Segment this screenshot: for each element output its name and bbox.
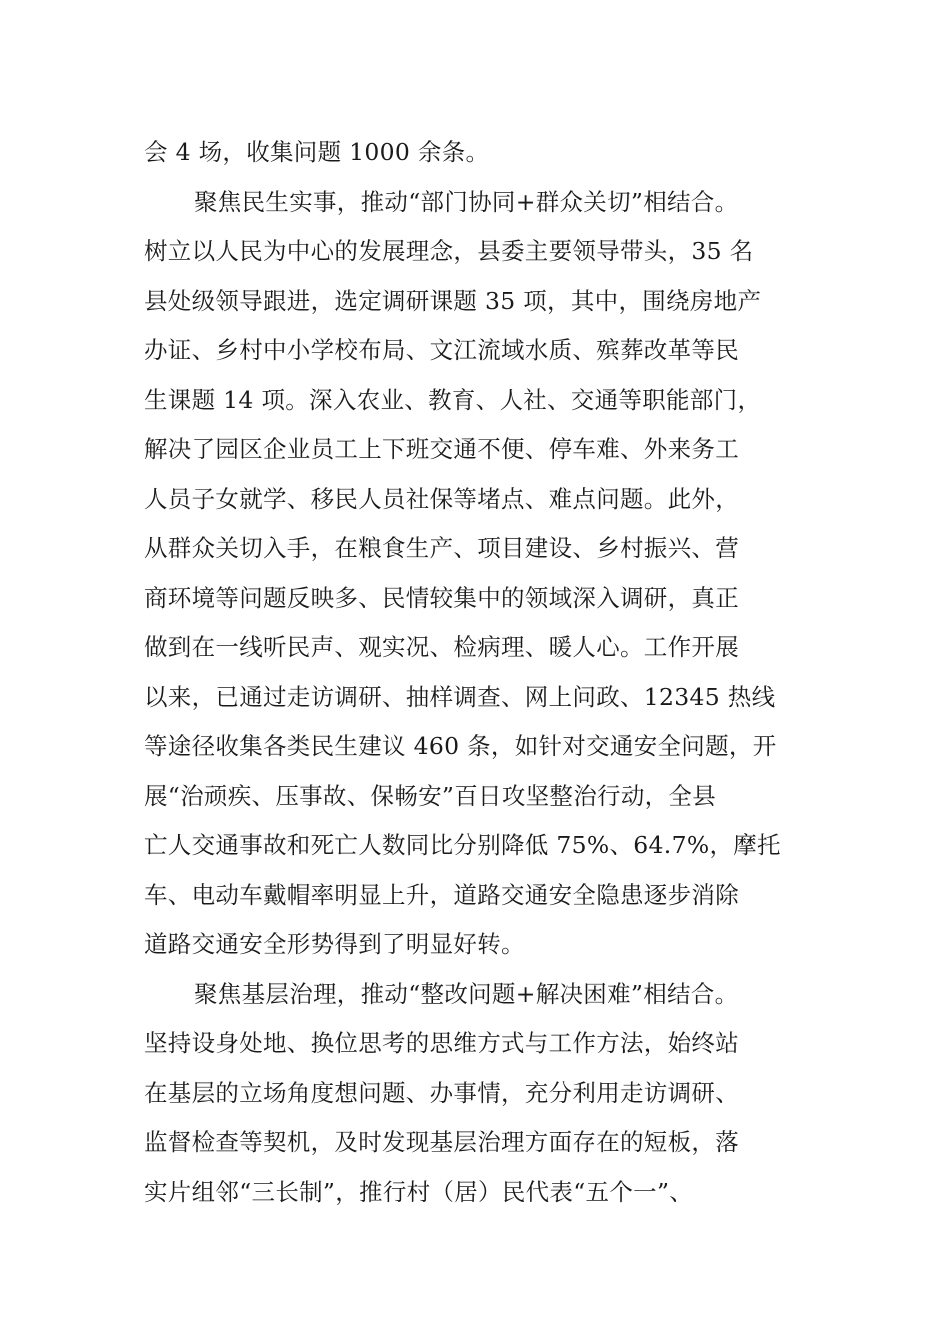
text-line: 做到在一线听民声、观实况、检病理、暖人心。工作开展 <box>144 633 739 661</box>
text-line: 办证、乡村中小学校布局、文江流域水质、殡葬改革等民 <box>144 336 739 364</box>
text-line: 实片组邻“三长制”，推行村（居）民代表“五个一”、 <box>144 1177 694 1206</box>
text-line: 解决了园区企业员工上下班交通不便、停车难、外来务工 <box>144 435 739 463</box>
text-line: 从群众关切入手，在粮食生产、项目建设、乡村振兴、营 <box>144 534 739 562</box>
text-line: 监督检查等契机，及时发现基层治理方面存在的短板，落 <box>144 1128 739 1156</box>
text-line: 车、电动车戴帽率明显上升，道路交通安全隐患逐步消除 <box>144 880 739 909</box>
text-line: 商环境等问题反映多、民情较集中的领域深入调研，真正 <box>144 583 739 612</box>
text-line: 树立以人民为中心的发展理念，县委主要领导带头，35 名 <box>144 237 754 265</box>
text-line: 展“治顽疾、压事故、保畅安”百日攻坚整治行动，全县 <box>144 781 717 810</box>
text-line: 等途径收集各类民生建议 460 条，如针对交通安全问题，开 <box>144 732 777 760</box>
body-text <box>144 128 809 1217</box>
text-line: 坚持设身处地、换位思考的思维方式与工作方法，始终站 <box>144 1029 739 1057</box>
text-line: 在基层的立场角度想问题、办事情，充分利用走访调研、 <box>144 1078 739 1107</box>
paragraph-heading-governance: 聚焦基层治理，推动“整改问题+解决困难”相结合。 <box>194 979 739 1008</box>
text-line: 以来，已通过走访调研、抽样调查、网上问政、12345 热线 <box>144 682 776 711</box>
paragraph-heading-livelihood: 聚焦民生实事，推动“部门协同+群众关切”相结合。 <box>194 187 739 216</box>
text-line: 人员子女就学、移民人员社保等堵点、难点问题。此外， <box>144 484 739 513</box>
text-line: 会 4 场，收集问题 1000 余条。 <box>144 138 490 166</box>
text-line: 道路交通安全形势得到了明显好转。 <box>144 930 525 958</box>
text-line: 生课题 14 项。深入农业、教育、人社、交通等职能部门， <box>144 385 762 414</box>
text-line: 亡人交通事故和死亡人数同比分别降低 75%、64.7%，摩托 <box>144 831 781 859</box>
text-line: 县处级领导跟进，选定调研课题 35 项，其中，围绕房地产 <box>144 286 762 315</box>
